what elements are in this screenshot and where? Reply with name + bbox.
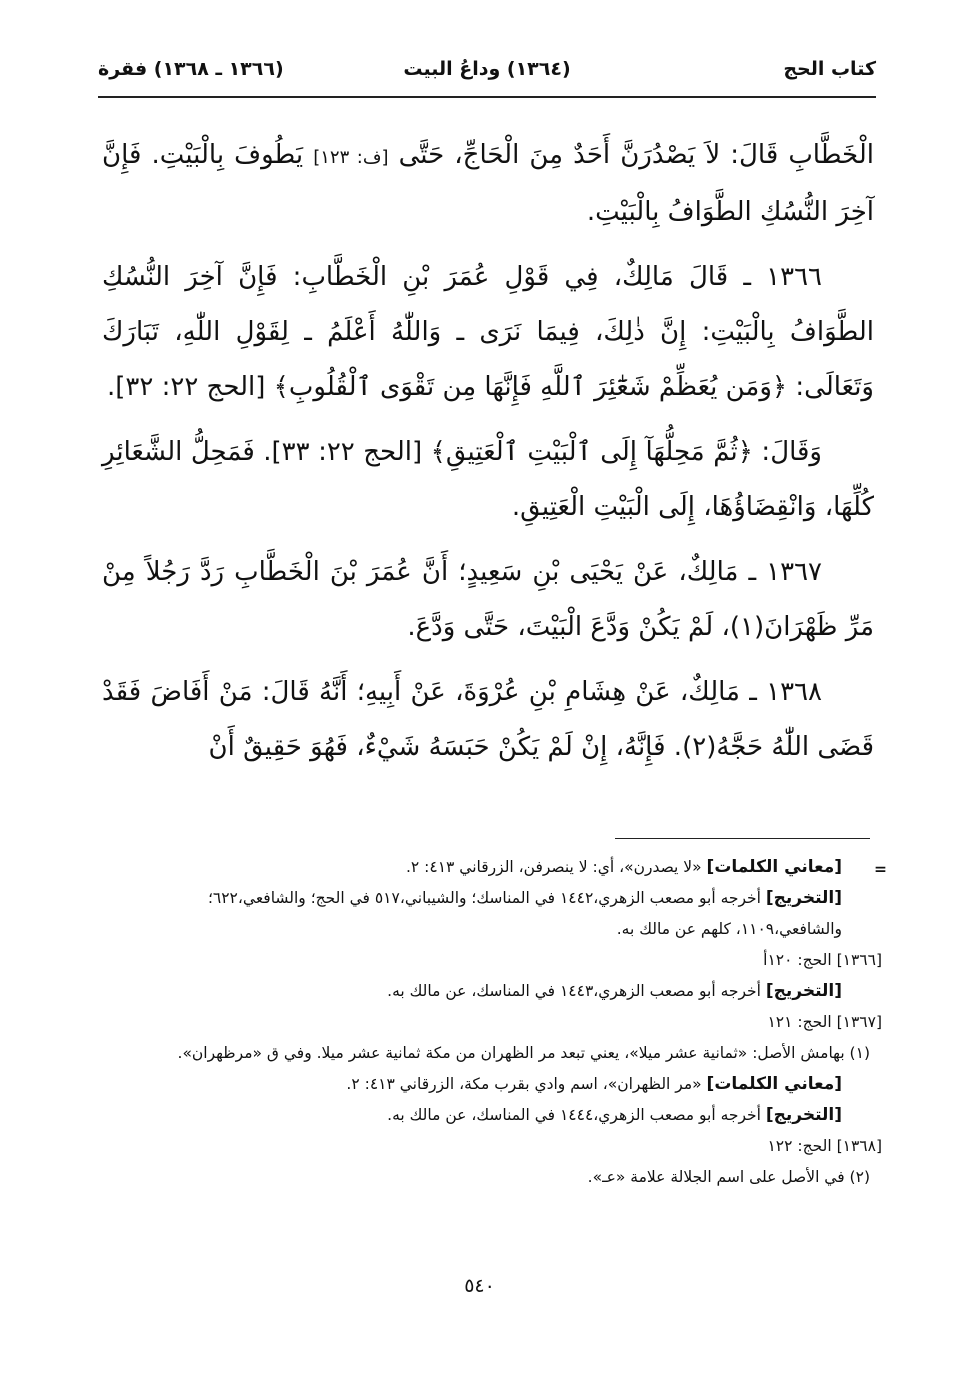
footnote-meanings: = [معاني الكلمات] «لا يصدرن»، أي: لا ينصرفن، الزرقاني ٤١٣: ٢. [102, 852, 882, 883]
footnote-meanings-1367: [معاني الكلمات] «مر الظهران»، اسم وادي بقرب مكة، الزرقاني ٤١٣: ٢. [346, 1074, 842, 1094]
paragraph-1368: ١٣٦٨ ـ مَالِكٌ، عَنْ هِشَامِ بْنِ عُرْوَةَ، عَنْ أَبِيهِ؛ أَنَّهُ قَالَ: مَنْ أَفَاضَ فَقَدْ قَضَى اللّٰهُ حَجَّهُ(٢). فَإِنَّهُ، إِنْ لَمْ يَكُنْ حَبَسَهُ شَيْءٌ، فَهُوَ حَقِيقٌ أَنْ [102, 677, 874, 762]
header-chapter-title: (١٣٦٤) وداعُ البيت [403, 58, 571, 80]
continuation-mark: = [874, 860, 887, 878]
footnote-ref-1368: [١٣٦٨] الحج: ١٢٢ [767, 1137, 882, 1155]
paragraph-1367: ١٣٦٧ ـ مَالِكٌ، عَنْ يَحْيَى بْنِ سَعِيدٍ؛ أَنَّ عُمَرَ بْنَ الْخَطَّابِ رَدَّ رَجُلاً مِنْ مَرِّ ظَهْرَانَ(١)، لَمْ يَكُنْ وَدَّعَ الْبَيْتَ، حَتَّى وَدَّعَ. [102, 557, 874, 642]
manuscript-ref: [ف: ١٢٣] [313, 147, 389, 168]
paragraph-quran-quote: وَقَالَ: ﴿ثُمَّ مَحِلُّهَآ إِلَى ٱلْبَيْتِ ٱلْعَتِيقِ﴾ [الحج ٢٢: ٣٣]. فَمَحِلُّ الشَّعَائِرِ كُلِّهَا، وَانْقِضَاؤُهَا، إِلَى الْبَيْتِ الْعَتِيقِ. [102, 437, 874, 522]
footnote-takhrij-1367: [التخريج] أخرجه أبو مصعب الزهري،١٤٤٤ في المناسك، عن مالك به. [387, 1105, 842, 1125]
footnote-1: (١) بهامش الأصل: «ثمانية عشر ميلا»، يعني تبعد مر الظهران من مكة ثمانية عشر ميلا. وفي ق «مرظهران». [177, 1044, 870, 1062]
footnote-divider [615, 838, 870, 839]
footnote-takhrij: [التخريج] أخرجه أبو مصعب الزهري،١٤٤٢ في المناسك؛ والشيباني،٥١٧ في الحج؛ والشافعي،٦٢٢؛ والشافعي،١١٠٩، كلهم عن مالك به. [207, 888, 842, 938]
header-divider [98, 96, 876, 98]
footnote-takhrij-1366: [التخريج] أخرجه أبو مصعب الزهري،١٤٤٣ في المناسك، عن مالك به. [387, 981, 842, 1001]
running-header [98, 54, 876, 94]
page-number: ٥٤٠ [464, 1275, 495, 1297]
footnote-ref-1367: [١٣٦٧] الحج: ١٢١ [767, 1013, 882, 1031]
paragraph-1366: ١٣٦٦ ـ قَالَ مَالِكٌ، فِي قَوْلِ عُمَرَ بْنِ الْخَطَّابِ: فَإِنَّ آخِرَ النُّسُكِ الطَّوَافُ بِالْبَيْتِ: إِنَّ ذٰلِكَ، فِيمَا نَرَى ـ وَاللّٰهُ أَعْلَمُ ـ لِقَوْلِ اللّٰهِ، تَبَارَكَ وَتَعَالَى: ﴿وَمَن يُعَظِّمْ شَعَٰٓئِرَ ٱللَّهِ فَإِنَّهَا مِن تَقْوَى ٱلْقُلُوبِ﴾ [الحج ٢٢: ٣٢]. [102, 262, 874, 402]
paragraph-continuation: الْخَطَّابِ قَالَ: لاَ يَصْدُرَنَّ أَحَدٌ مِنَ الْحَاجِّ، حَتَّى [ف: ١٢٣] يَطُوفَ بِالْبَيْتِ. فَإِنَّ آخِرَ النُّسُكِ الطَّوَافُ بِالْبَيْتِ. [102, 140, 874, 227]
footnote-ref-1366: [١٣٦٦] الحج: ١٢٠أ [763, 951, 882, 969]
header-paragraph-range: (١٣٦٦ ـ ١٣٦٨) فقرة [98, 58, 284, 80]
footnote-2: (٢) في الأصل على اسم الجلالة علامة «عـ». [587, 1168, 870, 1186]
main-text [102, 128, 874, 785]
header-book-title: كتاب الحج [783, 58, 876, 80]
footnotes [102, 852, 887, 1193]
